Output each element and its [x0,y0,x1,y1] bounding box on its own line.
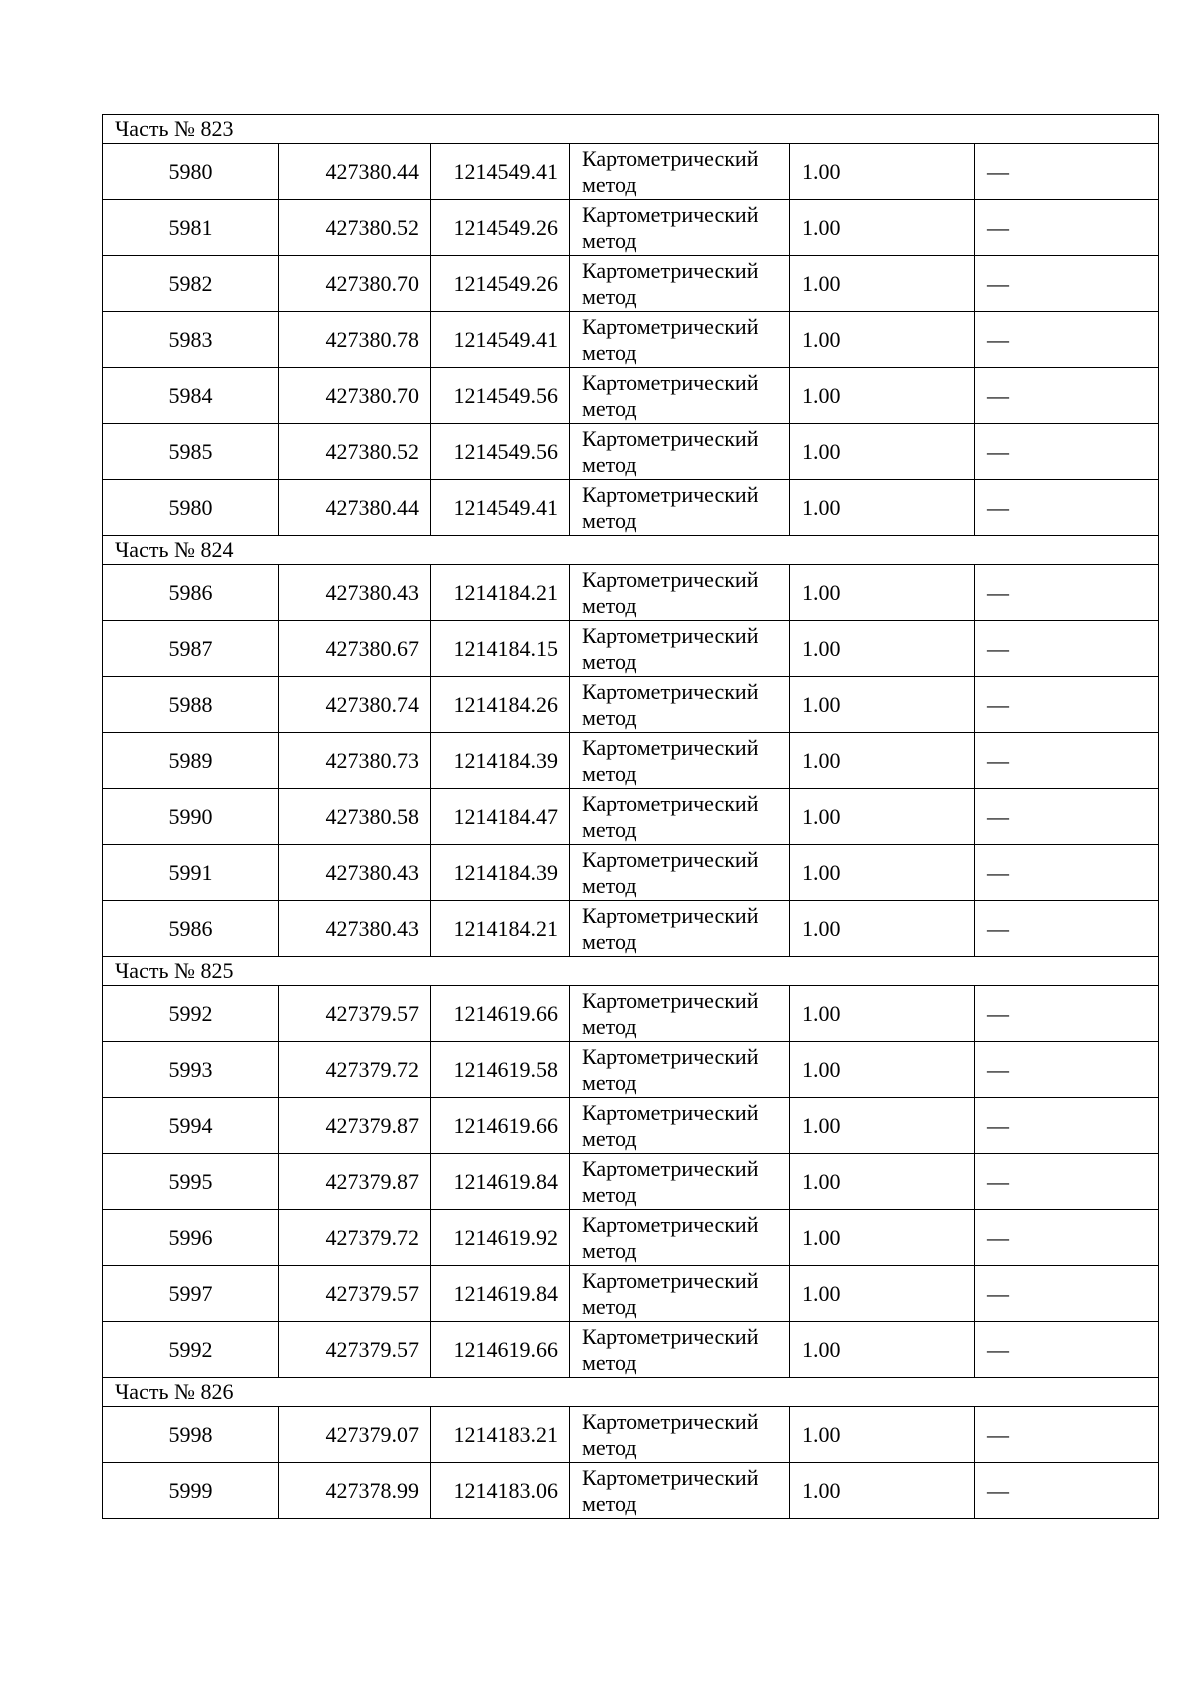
accuracy-cell: 1.00 [790,1210,975,1266]
method-line-2: метод [582,1013,637,1039]
method-cell [570,1154,790,1210]
point-number-cell: 5991 [103,845,279,901]
method-line-1: Картометрический [582,1099,759,1125]
table-row [103,1042,1159,1098]
description-cell: — [975,312,1159,368]
point-number-cell: 5983 [103,312,279,368]
y-coordinate-cell: 1214183.21 [431,1407,570,1463]
point-number-cell: 5998 [103,1407,279,1463]
point-number-cell: 5996 [103,1210,279,1266]
description-cell: — [975,1154,1159,1210]
table-row [103,677,1159,733]
method-line-2: метод [582,872,637,898]
method-line-2: метод [582,395,637,421]
point-number-cell: 5993 [103,1042,279,1098]
part-label: Часть № 826 [103,1378,1159,1407]
method-line-2: метод [582,1293,637,1319]
description-cell: — [975,144,1159,200]
method-line-1: Картометрический [582,1323,759,1349]
description-cell: — [975,789,1159,845]
point-number-cell: 5994 [103,1098,279,1154]
accuracy-cell: 1.00 [790,256,975,312]
y-coordinate-cell: 1214619.84 [431,1266,570,1322]
point-number-cell: 5988 [103,677,279,733]
point-number-cell: 5980 [103,144,279,200]
y-coordinate-cell: 1214184.21 [431,565,570,621]
method-line-1: Картометрический [582,846,759,872]
x-coordinate-cell: 427380.44 [279,144,431,200]
method-line-1: Картометрический [582,425,759,451]
x-coordinate-cell: 427380.43 [279,565,431,621]
accuracy-cell: 1.00 [790,733,975,789]
method-line-1: Картометрический [582,678,759,704]
method-line-2: метод [582,283,637,309]
x-coordinate-cell: 427379.87 [279,1098,431,1154]
y-coordinate-cell: 1214619.84 [431,1154,570,1210]
accuracy-cell: 1.00 [790,1407,975,1463]
accuracy-cell: 1.00 [790,1042,975,1098]
table-row [103,1322,1159,1378]
method-line-1: Картометрический [582,481,759,507]
y-coordinate-cell: 1214619.66 [431,1322,570,1378]
method-cell [570,1463,790,1519]
method-line-1: Картометрический [582,1211,759,1237]
method-line-2: метод [582,704,637,730]
part-header-row [103,536,1159,565]
x-coordinate-cell: 427380.67 [279,621,431,677]
x-coordinate-cell: 427379.57 [279,986,431,1042]
table-row [103,986,1159,1042]
point-number-cell: 5986 [103,565,279,621]
method-line-2: метод [582,1125,637,1151]
method-cell [570,621,790,677]
table-row [103,621,1159,677]
x-coordinate-cell: 427380.70 [279,256,431,312]
accuracy-cell: 1.00 [790,621,975,677]
point-number-cell: 5981 [103,200,279,256]
method-line-2: метод [582,1349,637,1375]
point-number-cell: 5987 [103,621,279,677]
accuracy-cell: 1.00 [790,845,975,901]
method-line-2: метод [582,1490,637,1516]
method-line-1: Картометрический [582,313,759,339]
method-line-1: Картометрический [582,1267,759,1293]
method-cell [570,1407,790,1463]
method-line-1: Картометрический [582,201,759,227]
description-cell: — [975,845,1159,901]
table-row [103,845,1159,901]
x-coordinate-cell: 427380.43 [279,901,431,957]
description-cell: — [975,1407,1159,1463]
description-cell: — [975,677,1159,733]
point-number-cell: 5985 [103,424,279,480]
table-row [103,1210,1159,1266]
method-cell [570,256,790,312]
table-row [103,256,1159,312]
method-cell [570,200,790,256]
description-cell: — [975,1210,1159,1266]
x-coordinate-cell: 427379.57 [279,1322,431,1378]
x-coordinate-cell: 427379.72 [279,1210,431,1266]
x-coordinate-cell: 427379.72 [279,1042,431,1098]
part-label: Часть № 824 [103,536,1159,565]
method-cell [570,789,790,845]
method-line-2: метод [582,592,637,618]
accuracy-cell: 1.00 [790,677,975,733]
method-line-2: метод [582,1181,637,1207]
accuracy-cell: 1.00 [790,789,975,845]
method-cell [570,312,790,368]
point-number-cell: 5990 [103,789,279,845]
table-row [103,789,1159,845]
y-coordinate-cell: 1214184.47 [431,789,570,845]
description-cell: — [975,200,1159,256]
y-coordinate-cell: 1214549.26 [431,200,570,256]
y-coordinate-cell: 1214183.06 [431,1463,570,1519]
accuracy-cell: 1.00 [790,901,975,957]
part-header-row [103,1378,1159,1407]
description-cell: — [975,1463,1159,1519]
description-cell: — [975,256,1159,312]
accuracy-cell: 1.00 [790,1266,975,1322]
x-coordinate-cell: 427380.52 [279,424,431,480]
point-number-cell: 5997 [103,1266,279,1322]
x-coordinate-cell: 427380.78 [279,312,431,368]
y-coordinate-cell: 1214184.39 [431,733,570,789]
method-cell [570,1042,790,1098]
x-coordinate-cell: 427379.57 [279,1266,431,1322]
part-label: Часть № 823 [103,115,1159,144]
x-coordinate-cell: 427380.74 [279,677,431,733]
method-line-1: Картометрический [582,145,759,171]
method-line-1: Картометрический [582,369,759,395]
accuracy-cell: 1.00 [790,1322,975,1378]
method-cell [570,368,790,424]
point-number-cell: 5999 [103,1463,279,1519]
description-cell: — [975,1042,1159,1098]
method-line-2: метод [582,1237,637,1263]
accuracy-cell: 1.00 [790,1098,975,1154]
method-cell [570,733,790,789]
method-cell [570,845,790,901]
y-coordinate-cell: 1214549.56 [431,424,570,480]
method-line-1: Картометрический [582,902,759,928]
method-line-1: Картометрический [582,622,759,648]
table-row [103,312,1159,368]
y-coordinate-cell: 1214619.66 [431,1098,570,1154]
method-line-2: метод [582,451,637,477]
method-line-2: метод [582,1069,637,1095]
accuracy-cell: 1.00 [790,312,975,368]
y-coordinate-cell: 1214549.41 [431,144,570,200]
point-number-cell: 5984 [103,368,279,424]
description-cell: — [975,1098,1159,1154]
accuracy-cell: 1.00 [790,144,975,200]
y-coordinate-cell: 1214619.58 [431,1042,570,1098]
table-row [103,368,1159,424]
part-header-row [103,115,1159,144]
description-cell: — [975,480,1159,536]
y-coordinate-cell: 1214549.41 [431,312,570,368]
x-coordinate-cell: 427380.44 [279,480,431,536]
point-number-cell: 5986 [103,901,279,957]
table-row [103,733,1159,789]
accuracy-cell: 1.00 [790,368,975,424]
method-line-1: Картометрический [582,1464,759,1490]
description-cell: — [975,1322,1159,1378]
method-line-2: метод [582,1434,637,1460]
method-cell [570,677,790,733]
description-cell: — [975,565,1159,621]
x-coordinate-cell: 427380.73 [279,733,431,789]
table-row [103,1154,1159,1210]
point-number-cell: 5989 [103,733,279,789]
point-number-cell: 5992 [103,986,279,1042]
y-coordinate-cell: 1214184.26 [431,677,570,733]
table-row [103,901,1159,957]
method-line-2: метод [582,816,637,842]
method-line-1: Картометрический [582,1043,759,1069]
part-header-row [103,957,1159,986]
description-cell: — [975,901,1159,957]
method-cell [570,144,790,200]
y-coordinate-cell: 1214619.92 [431,1210,570,1266]
description-cell: — [975,424,1159,480]
y-coordinate-cell: 1214549.56 [431,368,570,424]
method-line-2: метод [582,339,637,365]
method-line-2: метод [582,648,637,674]
description-cell: — [975,733,1159,789]
method-cell [570,1322,790,1378]
method-line-1: Картометрический [582,734,759,760]
table-row [103,200,1159,256]
x-coordinate-cell: 427380.52 [279,200,431,256]
x-coordinate-cell: 427380.43 [279,845,431,901]
x-coordinate-cell: 427379.87 [279,1154,431,1210]
accuracy-cell: 1.00 [790,1463,975,1519]
x-coordinate-cell: 427380.70 [279,368,431,424]
method-line-2: метод [582,928,637,954]
accuracy-cell: 1.00 [790,424,975,480]
y-coordinate-cell: 1214549.41 [431,480,570,536]
table-row [103,1463,1159,1519]
accuracy-cell: 1.00 [790,480,975,536]
method-cell [570,1210,790,1266]
description-cell: — [975,368,1159,424]
part-label: Часть № 825 [103,957,1159,986]
method-line-1: Картометрический [582,1408,759,1434]
method-line-2: метод [582,507,637,533]
y-coordinate-cell: 1214619.66 [431,986,570,1042]
method-cell [570,480,790,536]
method-line-2: метод [582,227,637,253]
method-cell [570,424,790,480]
point-number-cell: 5992 [103,1322,279,1378]
method-cell [570,1098,790,1154]
y-coordinate-cell: 1214549.26 [431,256,570,312]
point-number-cell: 5995 [103,1154,279,1210]
accuracy-cell: 1.00 [790,1154,975,1210]
method-line-2: метод [582,171,637,197]
accuracy-cell: 1.00 [790,565,975,621]
point-number-cell: 5980 [103,480,279,536]
table-row [103,1098,1159,1154]
coordinates-table [102,114,1159,1519]
y-coordinate-cell: 1214184.39 [431,845,570,901]
table-row [103,565,1159,621]
table-row [103,480,1159,536]
method-line-1: Картометрический [582,257,759,283]
point-number-cell: 5982 [103,256,279,312]
table-row [103,1266,1159,1322]
accuracy-cell: 1.00 [790,200,975,256]
x-coordinate-cell: 427380.58 [279,789,431,845]
y-coordinate-cell: 1214184.15 [431,621,570,677]
method-line-1: Картометрический [582,790,759,816]
method-line-1: Картометрический [582,1155,759,1181]
method-cell [570,986,790,1042]
x-coordinate-cell: 427379.07 [279,1407,431,1463]
method-line-2: метод [582,760,637,786]
method-line-1: Картометрический [582,987,759,1013]
description-cell: — [975,1266,1159,1322]
y-coordinate-cell: 1214184.21 [431,901,570,957]
table-row [103,424,1159,480]
coordinates-table-body [103,115,1159,1519]
accuracy-cell: 1.00 [790,986,975,1042]
method-line-1: Картометрический [582,566,759,592]
method-cell [570,565,790,621]
description-cell: — [975,986,1159,1042]
table-row [103,144,1159,200]
x-coordinate-cell: 427378.99 [279,1463,431,1519]
table-row [103,1407,1159,1463]
description-cell: — [975,621,1159,677]
method-cell [570,1266,790,1322]
method-cell [570,901,790,957]
